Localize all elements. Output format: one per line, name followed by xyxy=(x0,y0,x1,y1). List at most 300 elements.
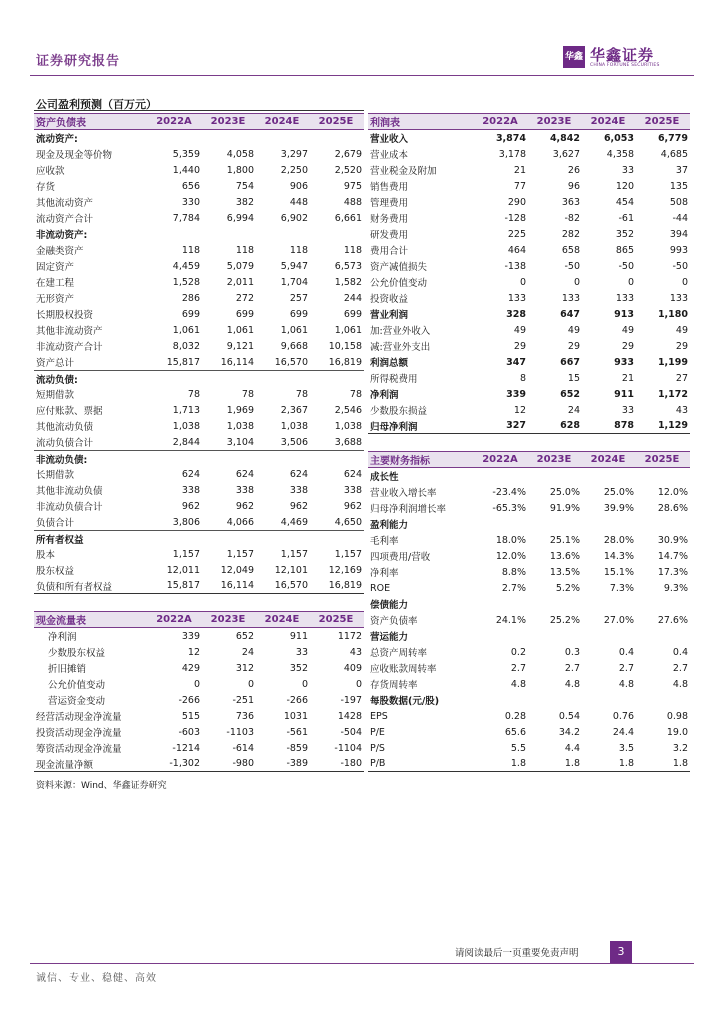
cell-value: 6,053 xyxy=(603,132,634,144)
year-header: 2022A xyxy=(156,116,192,127)
cell-value: 2,367 xyxy=(280,404,308,416)
cell-value: 78 xyxy=(349,388,362,400)
cell-value: 0 xyxy=(247,678,254,690)
cell-value: 135 xyxy=(669,180,688,192)
cell-value: -561 xyxy=(286,726,308,738)
cell-value: 3,806 xyxy=(172,516,200,528)
table-row xyxy=(34,562,364,578)
cell-value: 1.8 xyxy=(618,758,634,769)
table-header xyxy=(368,451,690,468)
cell-value: 338 xyxy=(181,484,200,496)
row-label: 投资活动现金净流量 xyxy=(36,728,122,739)
cell-value: 0.4 xyxy=(672,646,688,658)
year-header: 2022A xyxy=(482,454,518,465)
cell-value: 913 xyxy=(614,308,634,320)
cell-value: 12 xyxy=(513,404,526,416)
row-label: 营业税金及附加 xyxy=(370,166,437,177)
cell-value: 328 xyxy=(506,308,526,320)
year-header: 2025E xyxy=(318,116,354,127)
cell-value: 1,969 xyxy=(226,404,254,416)
cell-value: 96 xyxy=(567,180,580,192)
cell-value: 327 xyxy=(506,420,526,431)
row-label: 资产总计 xyxy=(36,358,75,369)
row-label: 负债合计 xyxy=(36,518,75,529)
table-title: 现金流量表 xyxy=(36,616,86,627)
table-row xyxy=(368,386,690,402)
cell-value: 25.0% xyxy=(549,486,580,498)
row-label: 流动负债合计 xyxy=(36,438,94,449)
table-row xyxy=(368,484,690,500)
cell-value: 736 xyxy=(235,710,254,722)
row-label: 非流动负债: xyxy=(36,454,88,466)
cell-value: -82 xyxy=(564,212,580,224)
cell-value: 1,199 xyxy=(657,356,688,368)
row-label: 利润总额 xyxy=(370,358,409,369)
table-row xyxy=(368,274,690,290)
table-row xyxy=(34,756,364,772)
cell-value: 330 xyxy=(181,196,200,208)
cell-value: -1104 xyxy=(334,742,362,754)
table-row xyxy=(368,242,690,258)
cell-value: 4.8 xyxy=(564,678,580,690)
table-row xyxy=(34,466,364,482)
table-row xyxy=(368,210,690,226)
cell-value: 865 xyxy=(615,244,634,256)
cell-value: -128 xyxy=(504,212,526,224)
row-label: 长期股权投资 xyxy=(36,310,94,321)
table-row xyxy=(368,402,690,418)
cell-value: -44 xyxy=(672,212,688,224)
table-row xyxy=(34,676,364,692)
cell-value: 624 xyxy=(181,468,200,480)
table-row xyxy=(34,338,364,354)
cell-value: 4,685 xyxy=(660,148,688,160)
row-label: 非流动资产合计 xyxy=(36,342,103,353)
table-row xyxy=(34,242,364,258)
cell-value: 3,688 xyxy=(334,436,362,448)
row-label: 应收款 xyxy=(36,166,65,177)
cell-value: 2.7% xyxy=(501,582,526,594)
cell-value: 4.8 xyxy=(672,678,688,690)
table-header xyxy=(34,113,364,130)
table-row xyxy=(368,468,690,484)
cell-value: 429 xyxy=(181,662,200,674)
row-label: 应付账款、票据 xyxy=(36,406,103,417)
row-label: ROE xyxy=(370,582,391,594)
cell-value: 464 xyxy=(507,244,526,256)
row-label: 经营活动现金净流量 xyxy=(36,712,122,723)
cell-value: 29 xyxy=(675,340,688,352)
cell-value: 352 xyxy=(289,662,308,674)
row-label: 营业成本 xyxy=(370,150,409,161)
table-row xyxy=(368,338,690,354)
table-row xyxy=(34,418,364,434)
row-label: 财务费用 xyxy=(370,214,409,225)
table-row xyxy=(34,226,364,242)
year-header: 2023E xyxy=(536,116,572,127)
cell-value: 658 xyxy=(561,244,580,256)
row-label: 投资收益 xyxy=(370,294,409,305)
table-row xyxy=(34,530,364,546)
cell-value: 508 xyxy=(669,196,688,208)
cell-value: 133 xyxy=(507,292,526,304)
cell-value: 43 xyxy=(349,646,362,658)
row-label: 研发费用 xyxy=(370,230,409,241)
cell-value: 16,570 xyxy=(274,356,308,368)
cell-value: 1,172 xyxy=(657,388,688,400)
cell-value: 2,011 xyxy=(226,276,254,288)
cell-value: 933 xyxy=(614,356,634,368)
table-row xyxy=(34,146,364,162)
income-statement-table xyxy=(368,113,690,434)
cell-value: 24 xyxy=(567,404,580,416)
table-row xyxy=(34,740,364,756)
year-header: 2025E xyxy=(644,454,680,465)
table-row xyxy=(368,660,690,676)
cell-value: 5,079 xyxy=(226,260,254,272)
row-label: 短期借款 xyxy=(36,390,75,401)
cell-value: 6,573 xyxy=(334,260,362,272)
cell-value: 49 xyxy=(621,324,634,336)
data-source-note: 资料来源：Wind、华鑫证券研究 xyxy=(36,781,167,791)
row-label: 股东权益 xyxy=(36,566,75,577)
table-header xyxy=(368,113,690,130)
cell-value: 312 xyxy=(235,662,254,674)
table-row xyxy=(34,482,364,498)
cell-value: 6,779 xyxy=(657,132,688,144)
cell-value: 6,902 xyxy=(280,212,308,224)
table-row xyxy=(368,628,690,644)
table-row xyxy=(34,290,364,306)
row-label: 资产减值损失 xyxy=(370,262,428,273)
table-row xyxy=(34,194,364,210)
cell-value: 911 xyxy=(614,388,634,400)
cell-value: 15,817 xyxy=(166,580,200,591)
cell-value: 78 xyxy=(241,388,254,400)
row-label: 总资产周转率 xyxy=(370,648,428,659)
table-title: 资产负债表 xyxy=(36,118,86,129)
cell-value: 1.8 xyxy=(672,758,688,769)
cell-value: -23.4% xyxy=(492,486,526,498)
cell-value: 91.9% xyxy=(549,502,580,514)
header-divider xyxy=(30,75,694,76)
row-label: 折旧摊销 xyxy=(48,664,87,675)
cell-value: 0 xyxy=(681,276,688,288)
cell-value: 2,520 xyxy=(334,164,362,176)
cell-value: 911 xyxy=(289,630,308,642)
table-row xyxy=(34,274,364,290)
cell-value: 699 xyxy=(181,308,200,320)
cell-value: 1,704 xyxy=(280,276,308,288)
row-label: EPS xyxy=(370,710,388,722)
table-row xyxy=(368,194,690,210)
cell-value: 2,844 xyxy=(172,436,200,448)
table-row xyxy=(34,708,364,724)
cell-value: 3.2 xyxy=(672,742,688,754)
logo-chinese-name: 华鑫证券 xyxy=(590,46,655,64)
row-label: 归母净利润增长率 xyxy=(370,504,447,515)
logo-english-name: CHINA FORTUNE SECURITIES xyxy=(590,63,660,68)
cell-value: 28.0% xyxy=(603,534,634,546)
cell-value: 65.6 xyxy=(504,726,526,738)
cell-value: 3.5 xyxy=(618,742,634,754)
cell-value: 4,358 xyxy=(606,148,634,160)
row-label: 非流动负债合计 xyxy=(36,502,103,513)
table-row xyxy=(34,354,364,370)
cell-value: 624 xyxy=(343,468,362,480)
cell-value: 29 xyxy=(567,340,580,352)
cell-value: 15,817 xyxy=(166,356,200,368)
cell-value: 1.8 xyxy=(510,758,526,769)
cell-value: 652 xyxy=(235,630,254,642)
cell-value: -50 xyxy=(564,260,580,272)
cell-value: 488 xyxy=(343,196,362,208)
cell-value: 2.7 xyxy=(618,662,634,674)
row-label: 每股数据(元/股) xyxy=(370,696,440,707)
table-row xyxy=(368,516,690,532)
row-label: 费用合计 xyxy=(370,246,409,257)
row-label: 成长性 xyxy=(370,472,399,483)
cell-value: 5,947 xyxy=(280,260,308,272)
cell-value: 13.6% xyxy=(549,550,580,562)
cell-value: 1,157 xyxy=(334,548,362,560)
year-header: 2024E xyxy=(590,454,626,465)
cell-value: 25.1% xyxy=(549,534,580,546)
cell-value: 10,158 xyxy=(328,340,362,352)
row-label: P/S xyxy=(370,742,385,754)
cell-value: 24 xyxy=(241,646,254,658)
table-row xyxy=(34,514,364,530)
cell-value: 1,038 xyxy=(334,420,362,432)
cell-value: 1031 xyxy=(283,710,308,722)
cell-value: 0.76 xyxy=(612,710,634,722)
cell-value: 338 xyxy=(235,484,254,496)
cell-value: 515 xyxy=(181,710,200,722)
row-label: 流动负债: xyxy=(36,374,78,386)
row-label: 净利率 xyxy=(370,568,399,579)
cell-value: 0 xyxy=(193,678,200,690)
cell-value: 2.7 xyxy=(510,662,526,674)
year-header: 2023E xyxy=(210,116,246,127)
table-row xyxy=(34,258,364,274)
cell-value: 12 xyxy=(187,646,200,658)
row-label: 营业收入 xyxy=(370,134,409,145)
cell-value: 27.0% xyxy=(603,614,634,626)
cell-value: 2.7 xyxy=(564,662,580,674)
cell-value: 26 xyxy=(567,164,580,176)
cell-value: 0 xyxy=(355,678,362,690)
cashflow-table xyxy=(34,611,364,772)
table-row xyxy=(34,370,364,386)
section-title: 公司盈利预测（百万元） xyxy=(36,98,157,111)
cell-value: 7.3% xyxy=(609,582,634,594)
row-label: 营业收入增长率 xyxy=(370,488,437,499)
cell-value: 347 xyxy=(506,356,526,368)
cell-value: 338 xyxy=(289,484,308,496)
table-row xyxy=(34,178,364,194)
cell-value: 5,359 xyxy=(172,148,200,160)
cell-value: 25.0% xyxy=(603,486,634,498)
row-label: 归母净利润 xyxy=(370,421,418,433)
cell-value: 1,800 xyxy=(226,164,254,176)
cell-value: 27 xyxy=(675,372,688,384)
row-label: 所得税费用 xyxy=(370,374,418,385)
cell-value: 12,169 xyxy=(328,564,362,576)
cell-value: 4,469 xyxy=(280,516,308,528)
table-row xyxy=(34,660,364,676)
cell-value: 3,627 xyxy=(552,148,580,160)
cell-value: 12.0% xyxy=(495,550,526,562)
table-row xyxy=(368,146,690,162)
cell-value: 4.8 xyxy=(510,678,526,690)
table-row xyxy=(368,258,690,274)
cell-value: -603 xyxy=(178,726,200,738)
cell-value: 339 xyxy=(506,388,526,400)
table-row xyxy=(368,580,690,596)
table-row xyxy=(34,450,364,466)
table-row xyxy=(368,130,690,146)
cell-value: 667 xyxy=(560,356,580,368)
cell-value: 33 xyxy=(295,646,308,658)
table-row xyxy=(368,676,690,692)
cell-value: 878 xyxy=(614,420,634,431)
year-header: 2023E xyxy=(210,614,246,625)
cell-value: 12,011 xyxy=(166,564,200,576)
cell-value: -1214 xyxy=(172,742,200,754)
table-row xyxy=(368,644,690,660)
table-row xyxy=(368,596,690,612)
cell-value: 1,180 xyxy=(657,308,688,320)
cell-value: 1,157 xyxy=(226,548,254,560)
cell-value: 49 xyxy=(675,324,688,336)
year-header: 2024E xyxy=(264,614,300,625)
row-label: 股本 xyxy=(36,550,56,561)
row-label: 其他流动资产 xyxy=(36,198,94,209)
cell-value: 34.2 xyxy=(558,726,580,738)
cell-value: 628 xyxy=(560,420,580,431)
cell-value: 2.7 xyxy=(672,662,688,674)
cell-value: 448 xyxy=(289,196,308,208)
cell-value: 1428 xyxy=(337,710,362,722)
cell-value: 1,157 xyxy=(280,548,308,560)
cell-value: 118 xyxy=(343,244,362,256)
row-label: 少数股东损益 xyxy=(370,406,428,417)
cell-value: 30.9% xyxy=(657,534,688,546)
table-row xyxy=(34,724,364,740)
cell-value: 1,157 xyxy=(172,548,200,560)
cell-value: 1,061 xyxy=(280,324,308,336)
cell-value: 4.4 xyxy=(564,742,580,754)
cell-value: 5.5 xyxy=(510,742,526,754)
cell-value: 49 xyxy=(567,324,580,336)
year-header: 2022A xyxy=(482,116,518,127)
cell-value: 43 xyxy=(675,404,688,416)
footer-motto: 诚信、专业、稳健、高效 xyxy=(36,973,157,984)
cell-value: 4,058 xyxy=(226,148,254,160)
cell-value: 39.9% xyxy=(603,502,634,514)
cell-value: 12.0% xyxy=(657,486,688,498)
cell-value: 14.3% xyxy=(603,550,634,562)
table-row xyxy=(34,386,364,402)
cell-value: 454 xyxy=(615,196,634,208)
row-label: 所有者权益 xyxy=(36,534,84,546)
table-row xyxy=(34,162,364,178)
balance-sheet-table xyxy=(34,113,364,594)
cell-value: 0.28 xyxy=(504,710,526,722)
year-header: 2025E xyxy=(644,116,680,127)
cell-value: 16,819 xyxy=(328,356,362,368)
cell-value: 1,528 xyxy=(172,276,200,288)
table-row xyxy=(34,434,364,450)
cell-value: 4,459 xyxy=(172,260,200,272)
row-label: 长期借款 xyxy=(36,470,75,481)
row-label: 销售费用 xyxy=(370,182,409,193)
cell-value: 1172 xyxy=(337,630,362,642)
cell-value: 9,121 xyxy=(226,340,254,352)
cell-value: 0.54 xyxy=(558,710,580,722)
cell-value: -61 xyxy=(618,212,634,224)
row-label: 公允价值变动 xyxy=(370,278,428,289)
cell-value: 257 xyxy=(289,292,308,304)
row-label: 管理费用 xyxy=(370,198,409,209)
cell-value: 2,679 xyxy=(334,148,362,160)
row-label: 少数股东权益 xyxy=(48,648,106,659)
cell-value: 16,819 xyxy=(328,580,362,591)
row-label: 公允价值变动 xyxy=(48,680,106,691)
cell-value: 118 xyxy=(289,244,308,256)
page-number: 3 xyxy=(610,941,632,963)
cell-value: 656 xyxy=(181,180,200,192)
cell-value: -980 xyxy=(232,758,254,769)
cell-value: -138 xyxy=(504,260,526,272)
table-row xyxy=(34,644,364,660)
cell-value: 1,129 xyxy=(657,420,688,431)
table-row xyxy=(368,354,690,370)
cell-value: 962 xyxy=(343,500,362,512)
row-label: 其他非流动负债 xyxy=(36,486,103,497)
table-row xyxy=(368,740,690,756)
row-label: 无形资产 xyxy=(36,294,75,305)
row-label: 非流动资产: xyxy=(36,230,88,241)
cell-value: 1,061 xyxy=(334,324,362,336)
cell-value: 7,784 xyxy=(172,212,200,224)
cell-value: 5.2% xyxy=(555,582,580,594)
cell-value: 282 xyxy=(561,228,580,240)
table-row xyxy=(368,306,690,322)
cell-value: 118 xyxy=(235,244,254,256)
table-header xyxy=(34,611,364,628)
cell-value: 3,297 xyxy=(280,148,308,160)
cell-value: 906 xyxy=(289,180,308,192)
cell-value: -266 xyxy=(178,694,200,706)
cell-value: 0.4 xyxy=(618,646,634,658)
row-label: 其他流动负债 xyxy=(36,422,94,433)
cell-value: 652 xyxy=(560,388,580,400)
cell-value: -1,302 xyxy=(169,758,200,769)
cell-value: 0 xyxy=(519,276,526,288)
cell-value: 8,032 xyxy=(172,340,200,352)
cell-value: 21 xyxy=(513,164,526,176)
cell-value: 409 xyxy=(343,662,362,674)
cell-value: 3,506 xyxy=(280,436,308,448)
cell-value: 33 xyxy=(621,164,634,176)
cell-value: 133 xyxy=(561,292,580,304)
cell-value: -251 xyxy=(232,694,254,706)
cell-value: 77 xyxy=(513,180,526,192)
table-row xyxy=(368,370,690,386)
table-row xyxy=(368,226,690,242)
cell-value: 16,114 xyxy=(220,356,254,368)
